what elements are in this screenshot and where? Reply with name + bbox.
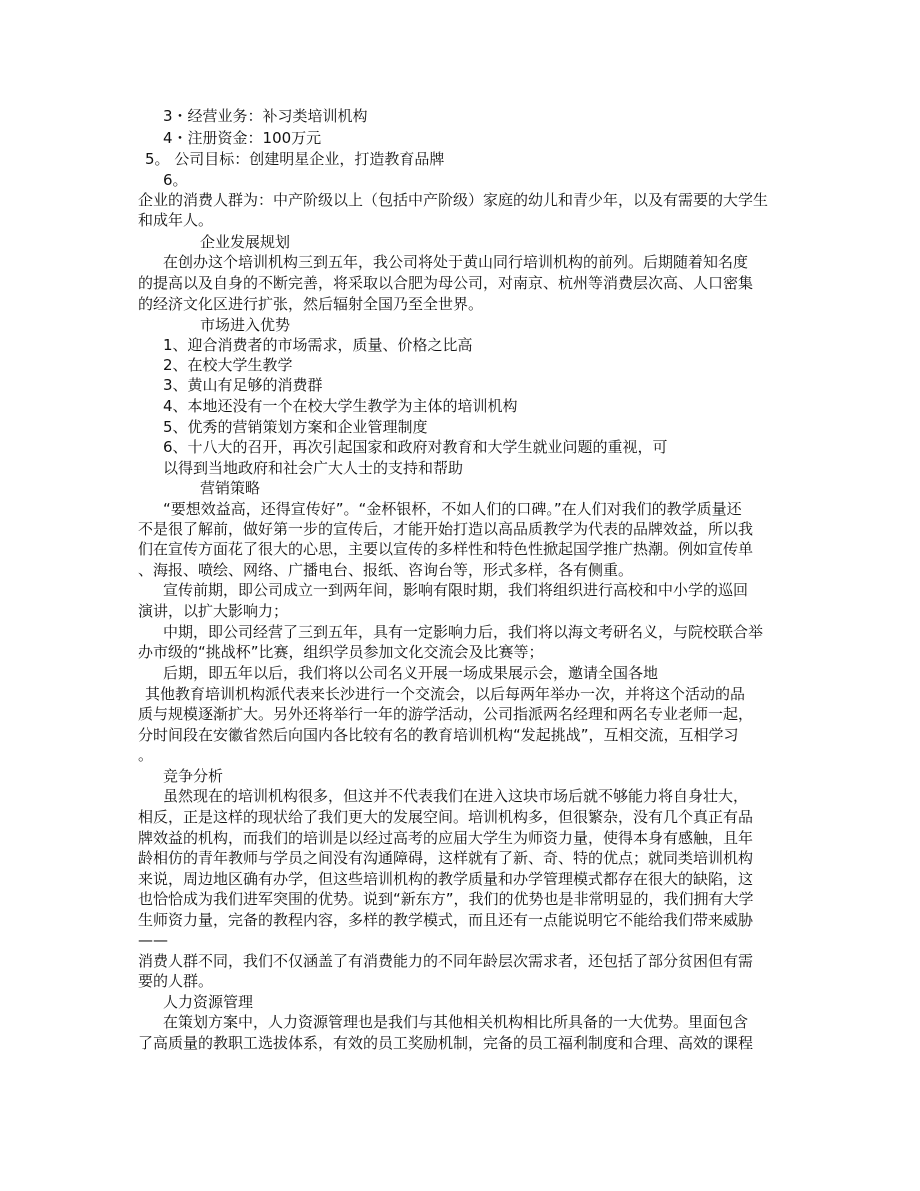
paragraph-line: 虽然现在的培训机构很多，但这并不代表我们在进入这块市场后就不够能力将自身壮大， [163, 787, 749, 805]
list-item: 1、迎合消费者的市场需求，质量、价格之比高 [163, 336, 473, 354]
paragraph-line: 质与规模逐渐扩大。另外还将举行一年的游学活动，公司指派两名经理和两名专业老师一起， [138, 705, 754, 723]
section-heading-market-advantage: 市场进入优势 [200, 316, 291, 334]
paragraph-line: 分时间段在安徽省然后向国内各比较有名的教育培训机构“发起挑战”，互相交流，互相学习 [138, 726, 739, 744]
list-item: 3、黄山有足够的消费群 [163, 376, 323, 394]
paragraph-line: 不是很了解前，做好第一步的宣传后，才能开始打造以高品质教学为代表的品牌效益，所以我 [138, 520, 754, 538]
list-item: 2、在校大学生教学 [163, 356, 293, 374]
paragraph-line: 来说，周边地区确有办学，但这些培训机构的教学质量和办学管理模式都存在很大的缺陷，这 [138, 870, 754, 888]
section-heading-marketing-strategy: 营销策略 [200, 479, 261, 497]
paragraph-line: 了高质量的教职工选拔体系，有效的员工奖励机制，完备的员工福利制度和合理、高效的课程 [138, 1034, 754, 1052]
paragraph-line: 演讲，以扩大影响力； [138, 602, 289, 620]
paragraph-line: 宣传前期，即公司成立一到两年间，影响有限时期，我们将组织进行高校和中小学的巡回 [163, 581, 749, 599]
paragraph-line: “要想效益高，还得宣传好”。“金杯银杯，不如人们的口碑。”在人们对我们的教学质量还 [163, 500, 742, 518]
consumer-group-line: 企业的消费人群为：中产阶级以上（包括中产阶级）家庭的幼儿和青少年，以及有需要的大学生 [138, 191, 769, 209]
paragraph-line: 生师资力量，完备的教程内容，多样的教学模式，而且还有一点能说明它不能给我们带来威胁 [138, 911, 754, 929]
paragraph-line: 相反，正是这样的现状给了我们更大的发展空间。培训机构多，但很繁杂，没有几个真正有品 [138, 808, 754, 826]
paragraph-line: 牌效益的机构，而我们的培训是以经过高考的应届大学生为师资力量，使得本身有感触，且年 [138, 829, 754, 847]
section-heading-hr-management: 人力资源管理 [163, 993, 254, 1011]
paragraph-line: 中期，即公司经营了三到五年，具有一定影响力后，我们将以海文考研名义，与院校联合举 [163, 623, 764, 641]
paragraph-line: 办市级的“挑战杯”比赛，组织学员参加文化交流会及比赛等； [138, 643, 544, 661]
company-goal-line: 5。 公司目标：创建明星企业，打造教育品牌 [145, 150, 445, 168]
list-item: 4、本地还没有一个在校大学生教学为主体的培训机构 [163, 397, 518, 415]
registered-capital-line: 4・注册资金：100万元 [163, 129, 322, 147]
paragraph-line: 们在宣传方面花了很大的心思，主要以宣传的多样性和特色性掀起国学推广热潮。例如宣传单 [138, 540, 754, 558]
consumer-group-line: 和成年人。 [138, 211, 214, 229]
item-six-line: 6。 [163, 171, 188, 189]
business-scope-line: 3・经营业务：补习类培训机构 [163, 107, 368, 125]
paragraph-line: 的经济文化区进行扩张，然后辐射全国乃至全世界。 [138, 295, 484, 313]
list-item: 5、优秀的营销策划方案和企业管理制度 [163, 418, 428, 436]
paragraph-line: —— [138, 931, 168, 949]
section-heading-competition-analysis: 竞争分析 [163, 767, 224, 785]
paragraph-line: 在创办这个培训机构三到五年，我公司将处于黄山同行培训机构的前列。后期随着知名度 [163, 253, 749, 271]
list-item: 6、十八大的召开，再次引起国家和政府对教育和大学生就业问题的重视，可 [163, 438, 668, 456]
paragraph-line: 消费人群不同，我们不仅涵盖了有消费能力的不同年龄层次需求者，还包括了部分贫困但有需 [138, 952, 754, 970]
paragraph-line: 其他教育培训机构派代表来长沙进行一个交流会，以后每两年举办一次，并将这个活动的品 [145, 685, 746, 703]
paragraph-line: 的提高以及自身的不断完善，将采取以合肥为母公司，对南京、杭州等消费层次高、人口密集 [138, 274, 754, 292]
paragraph-line: 龄相仿的青年教师与学员之间没有沟通障碍，这样就有了新、奇、特的优点；就同类培训机构 [138, 849, 754, 867]
paragraph-line: 要的人群。 [138, 972, 214, 990]
paragraph-line: 、海报、喷绘、网络、广播电台、报纸、咨询台等，形式多样，各有侧重。 [138, 561, 634, 579]
paragraph-line: 也恰恰成为我们进军突围的优势。说到“新东方”，我们的优势也是非常明显的，我们拥有大学 [138, 890, 754, 908]
list-item: 以得到当地政府和社会广大人士的支持和帮助 [163, 459, 464, 477]
paragraph-line: 后期，即五年以后，我们将以公司名义开展一场成果展示会，邀请全国各地 [163, 664, 659, 682]
paragraph-line: 。 [138, 746, 154, 764]
section-heading-development-plan: 企业发展规划 [200, 233, 291, 251]
paragraph-line: 在策划方案中，人力资源管理也是我们与其他相关机构相比所具备的一大优势。里面包含 [163, 1013, 749, 1031]
